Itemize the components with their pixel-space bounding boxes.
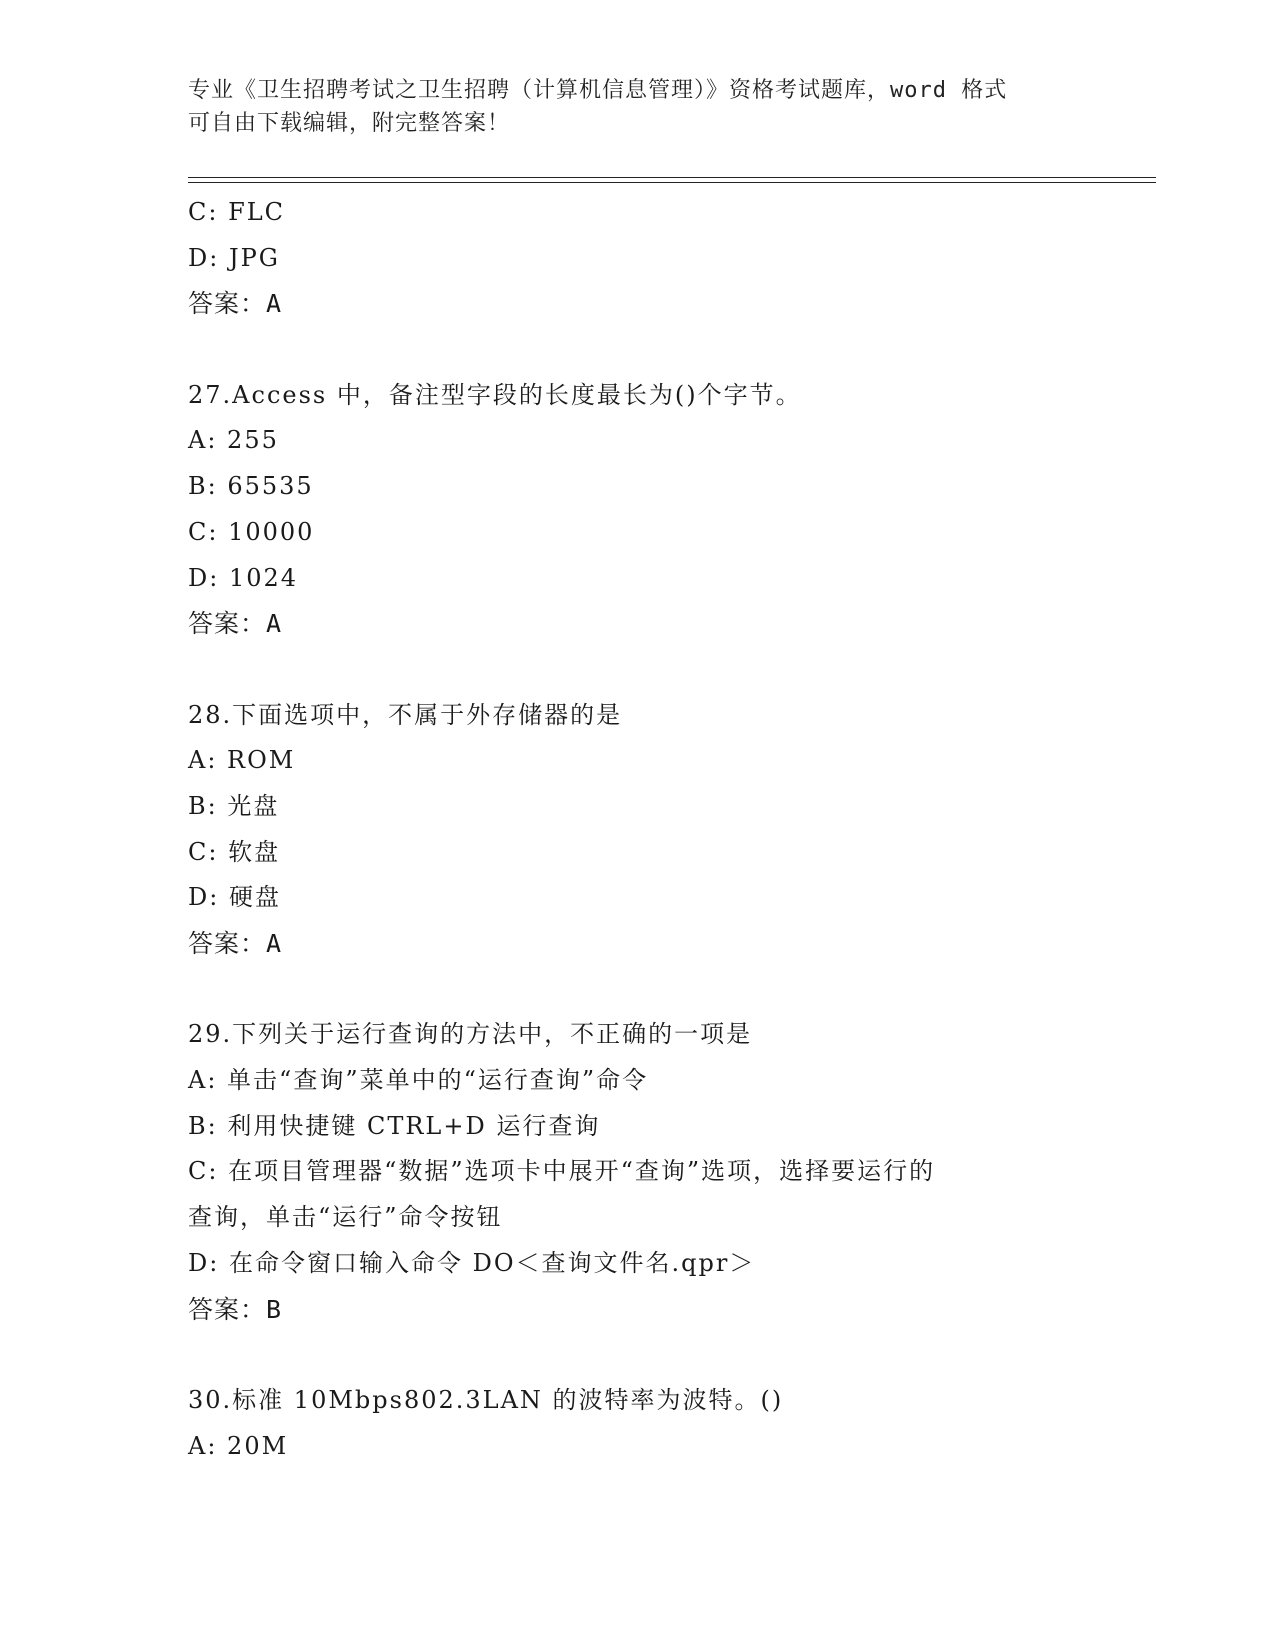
question-list: [188, 190, 1088, 1469]
option-a: A: 255: [188, 426, 279, 455]
option-a: A: 单击“查询”菜单中的“运行查询”命令: [188, 1066, 649, 1095]
header-line-1: 专业《卫生招聘考试之卫生招聘（计算机信息管理）》资格考试题库，word 格式: [188, 78, 1008, 103]
option-c: C: FLC: [188, 198, 286, 226]
question-29: 29.下列关于运行查询的方法中，不正确的一项是: [188, 1020, 753, 1049]
answer-label: 答案：B: [188, 1294, 283, 1324]
option-b: B: 65535: [188, 472, 314, 501]
option-d: D: 1024: [188, 563, 299, 592]
option-a: A: 20M: [188, 1431, 289, 1460]
option-c: C: 10000: [188, 517, 315, 546]
header-divider-top: [188, 177, 1156, 178]
header-line-2: 可自由下载编辑，附完整答案！: [188, 111, 511, 136]
question-27: 27.Access 中，备注型字段的长度最长为()个字节。: [188, 380, 802, 409]
option-c: C: 在项目管理器“数据”选项卡中展开“查询”选项，选择要运行的: [188, 1157, 936, 1186]
option-a: A: ROM: [188, 746, 296, 775]
option-c-continuation: 查询，单击“运行”命令按钮: [188, 1203, 503, 1232]
option-d: D: 硬盘: [188, 883, 281, 912]
question-28: 28.下面选项中，不属于外存储器的是: [188, 700, 623, 729]
option-b: B: 光盘: [188, 791, 280, 820]
answer-label: 答案：A: [188, 289, 283, 319]
question-30: 30.标准 10Mbps802.3LAN 的波特率为波特。(): [188, 1385, 784, 1414]
answer-label: 答案：A: [188, 929, 283, 958]
header-divider-bottom: [188, 182, 1156, 183]
option-d: D: JPG: [188, 243, 280, 272]
option-b: B: 利用快捷键 CTRL+D 运行查询: [188, 1111, 601, 1140]
document-header: [188, 74, 1088, 140]
option-c: C: 软盘: [188, 837, 281, 866]
option-d: D: 在命令窗口输入命令 DO＜查询文件名.qpr＞: [188, 1248, 756, 1277]
answer-label: 答案：A: [188, 609, 283, 639]
